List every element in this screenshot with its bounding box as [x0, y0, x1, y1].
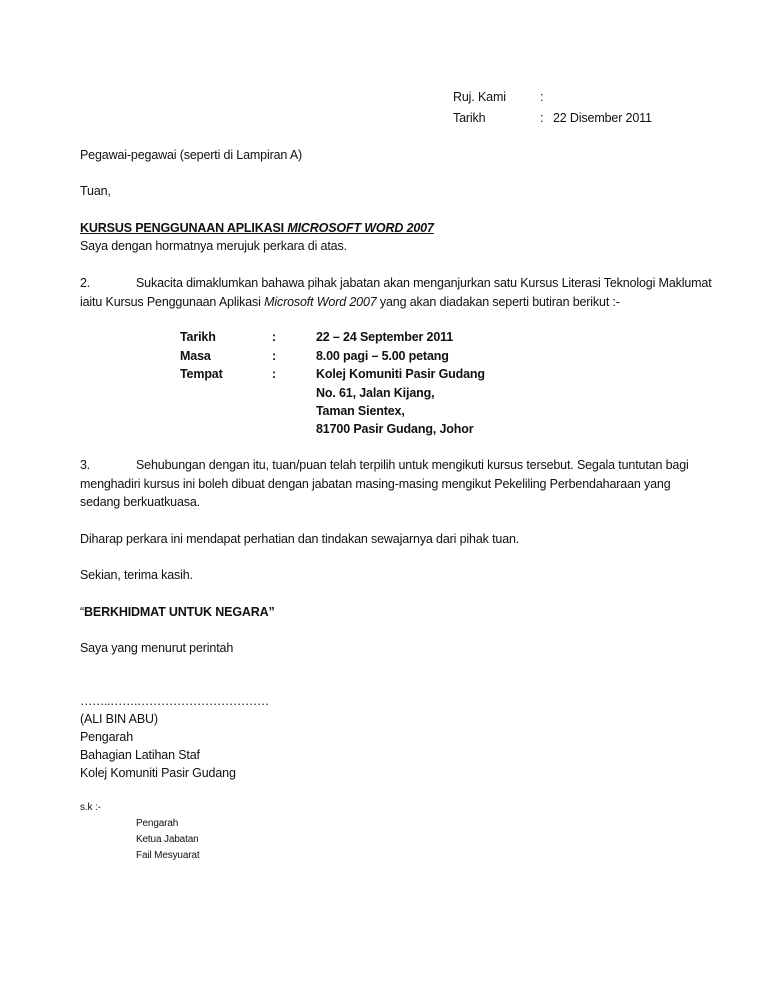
cc-item: Ketua Jabatan [136, 834, 199, 845]
detail-venue-line: Kolej Komuniti Pasir Gudang [316, 367, 485, 381]
signatory-name: (ALI BIN ABU) [80, 712, 158, 726]
detail-venue-line: 81700 Pasir Gudang, Johor [316, 422, 474, 436]
ruj-kami-label: Ruj. Kami [453, 90, 506, 104]
signatory-organisation: Kolej Komuniti Pasir Gudang [80, 766, 236, 780]
motto-text: BERKHIDMAT UNTUK NEGARA” [84, 605, 275, 619]
order-line: Saya yang menurut perintah [80, 641, 234, 655]
letter-date-separator: : [540, 111, 544, 125]
para2-line1: Sukacita dimaklumkan bahawa pihak jabatan akan menganjurkan satu Kursus Literasi Teknologi Maklumat [136, 276, 712, 290]
detail-venue-line: Taman Sientex, [316, 404, 405, 418]
signature-line: ……..…….…………………………… [80, 694, 269, 708]
para3-number: 3. [80, 458, 91, 472]
motto-open-quote: “ [80, 605, 85, 619]
detail-venue-line: No. 61, Jalan Kijang, [316, 386, 435, 400]
closing: Sekian, terima kasih. [80, 568, 193, 582]
detail-date-label: Tarikh [180, 330, 216, 344]
para2-line2-italic: Microsoft Word 2007 [264, 295, 377, 309]
detail-venue-separator: : [272, 367, 277, 381]
detail-time-label: Masa [180, 349, 211, 363]
detail-venue-label: Tempat [180, 367, 223, 381]
letter-date-value: 22 Disember 2011 [553, 111, 652, 125]
cc-item: Fail Mesyuarat [136, 850, 200, 861]
detail-date-separator: : [272, 330, 277, 344]
subject-prefix: KURSUS PENGGUNAAN APLIKASI [80, 221, 288, 235]
para3-line1: Sehubungan dengan itu, tuan/puan telah terpilih untuk mengikuti kursus tersebut. Segala tuntutan bagi [136, 458, 689, 472]
para2-line2-pre: iaitu Kursus Penggunaan Aplikasi [80, 295, 265, 309]
para4: Diharap perkara ini mendapat perhatian dan tindakan sewajarnya dari pihak tuan. [80, 532, 520, 546]
cc-label: s.k :- [80, 802, 101, 813]
detail-time-separator: : [272, 349, 277, 363]
detail-date-value: 22 – 24 September 2011 [316, 330, 454, 344]
subject-italic: MICROSOFT WORD 2007 [287, 221, 434, 235]
signatory-department: Bahagian Latihan Staf [80, 748, 200, 762]
para2-number: 2. [80, 276, 91, 290]
salutation: Tuan, [80, 184, 111, 198]
intro-text: Saya dengan hormatnya merujuk perkara di atas. [80, 239, 347, 253]
subject-heading [80, 221, 434, 235]
ruj-kami-separator: : [540, 90, 544, 104]
para2-line2 [80, 295, 620, 309]
para3-line2: menghadiri kursus ini boleh dibuat dengan jabatan masing-masing mengikut Pekeliling Perbendaharaan yang [80, 477, 671, 491]
recipient: Pegawai-pegawai (seperti di Lampiran A) [80, 148, 303, 162]
letter-date-label: Tarikh [453, 111, 486, 125]
detail-time-value: 8.00 pagi – 5.00 petang [316, 349, 449, 363]
cc-item: Pengarah [136, 818, 179, 829]
motto [80, 605, 275, 619]
para2-line2-post: yang akan diadakan seperti butiran berikut :- [376, 295, 620, 309]
signatory-title: Pengarah [80, 730, 134, 744]
para3-line3: sedang berkuatkuasa. [80, 495, 201, 509]
